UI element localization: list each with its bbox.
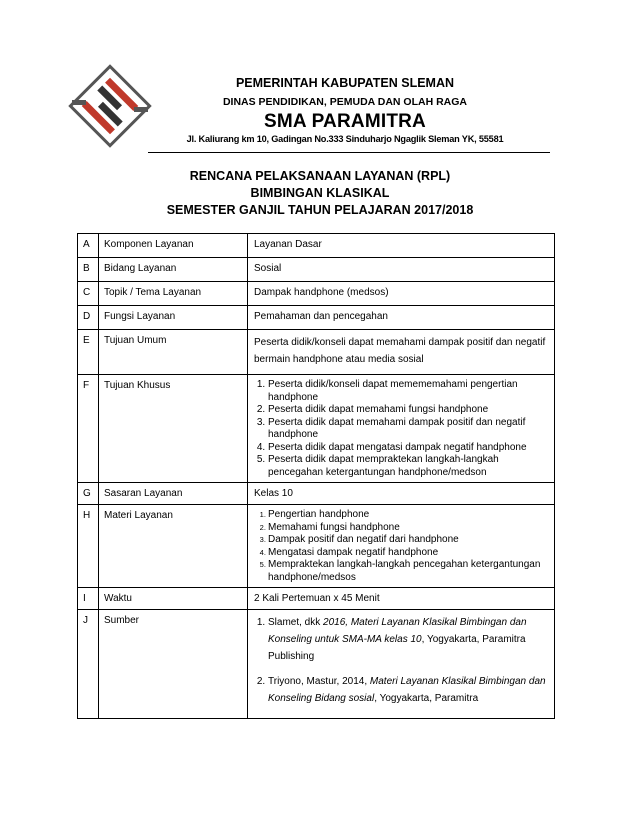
- document-semester: SEMESTER GANJIL TAHUN PELAJARAN 2017/2018: [166, 203, 474, 217]
- row-value: Peserta didik/konseli dapat memahami dampak positif dan negatif bermain handphone atau media sosial: [248, 330, 555, 375]
- header-government: PEMERINTAH KABUPATEN SLEMAN: [235, 76, 455, 90]
- source-author: Triyono, Mastur, 2014,: [268, 676, 370, 687]
- table-row: [78, 282, 555, 306]
- list-item: 4. Peserta didik dapat mengatasi dampak negatif handphone: [268, 442, 550, 455]
- document-title: RENCANA PELAKSANAAN LAYANAN (RPL): [189, 169, 451, 183]
- row-value: [248, 610, 555, 719]
- table-row: [78, 306, 555, 330]
- row-value: Dampak handphone (medsos): [248, 282, 555, 306]
- row-value: Layanan Dasar: [248, 234, 555, 258]
- row-value: Kelas 10: [248, 483, 555, 505]
- row-code: H: [78, 505, 99, 588]
- row-label: Topik / Tema Layanan: [99, 282, 248, 306]
- list-item: [268, 614, 550, 665]
- row-label: Komponen Layanan: [99, 234, 248, 258]
- table-row: [78, 505, 555, 588]
- header-school-name: SMA PARAMITRA: [264, 111, 426, 132]
- row-value: Sosial: [248, 258, 555, 282]
- source-author: Slamet, dkk: [268, 617, 324, 628]
- source-publisher: , Yogyakarta, Paramitra: [374, 693, 479, 704]
- row-label: Materi Layanan: [99, 505, 248, 588]
- list-item: 4. Mengatasi dampak negatif handphone: [268, 547, 550, 560]
- row-value: Pemahaman dan pencegahan: [248, 306, 555, 330]
- row-label: Fungsi Layanan: [99, 306, 248, 330]
- table-row: [78, 375, 555, 483]
- document-subtitle: BIMBINGAN KLASIKAL: [250, 186, 390, 200]
- row-code: B: [78, 258, 99, 282]
- header-address: Jl. Kaliurang km 10, Gadingan No.333 Sinduharjo Ngaglik Sleman YK, 55581: [186, 134, 504, 144]
- list-item: 3. Peserta didik dapat memahami dampak positif dan negatif handphone: [268, 417, 550, 442]
- row-label: Waktu: [99, 588, 248, 610]
- list-item: 1. Pengertian handphone: [268, 509, 550, 522]
- source-year: 2016,: [323, 617, 349, 628]
- table-row: [78, 588, 555, 610]
- row-code: J: [78, 610, 99, 719]
- row-code: G: [78, 483, 99, 505]
- list-item: 2. Memahami fungsi handphone: [268, 522, 550, 535]
- row-code: I: [78, 588, 99, 610]
- header-department: DINAS PENDIDIKAN, PEMUDA DAN OLAH RAGA: [222, 96, 468, 108]
- table-row: [78, 610, 555, 719]
- source-title: Materi Layanan Klasikal Bimbingan dan Konseling Bidang sosial: [268, 676, 546, 704]
- materials-list: [254, 509, 550, 584]
- row-code: E: [78, 330, 99, 375]
- list-item: 5. Mempraktekan langkah-langkah pencegahan ketergantungan handphone/medsos: [268, 559, 550, 584]
- table-row: [78, 330, 555, 375]
- row-label: Bidang Layanan: [99, 258, 248, 282]
- sources-list: [254, 614, 550, 707]
- row-code: C: [78, 282, 99, 306]
- list-item: 3. Dampak positif dan negatif dari handphone: [268, 534, 550, 547]
- table-row: [78, 483, 555, 505]
- list-item: 1. Peserta didik/konseli dapat memememahami pengertian handphone: [268, 379, 550, 404]
- row-label: Sasaran Layanan: [99, 483, 248, 505]
- objectives-list: [254, 379, 550, 479]
- source-title: Materi Layanan Klasikal Bimbingan dan Konseling untuk SMA-MA kelas 10: [268, 617, 527, 645]
- header-divider: [148, 152, 550, 153]
- list-item: [268, 673, 550, 707]
- list-item: 5. Peserta didik dapat mempraktekan langkah-langkah pencegahan ketergantungan handphone/medson: [268, 454, 550, 479]
- table-row: [78, 234, 555, 258]
- row-value: [248, 505, 555, 588]
- table-row: [78, 258, 555, 282]
- row-label: Tujuan Khusus: [99, 375, 248, 483]
- row-value: [248, 375, 555, 483]
- list-item: 2. Peserta didik dapat memahami fungsi handphone: [268, 404, 550, 417]
- row-value: 2 Kali Pertemuan x 45 Menit: [248, 588, 555, 610]
- row-code: D: [78, 306, 99, 330]
- row-label: Sumber: [99, 610, 248, 719]
- source-publisher: , Yogyakarta, Paramitra Publishing: [268, 634, 526, 662]
- row-code: A: [78, 234, 99, 258]
- rpl-table: [77, 233, 555, 719]
- row-code: F: [78, 375, 99, 483]
- row-label: Tujuan Umum: [99, 330, 248, 375]
